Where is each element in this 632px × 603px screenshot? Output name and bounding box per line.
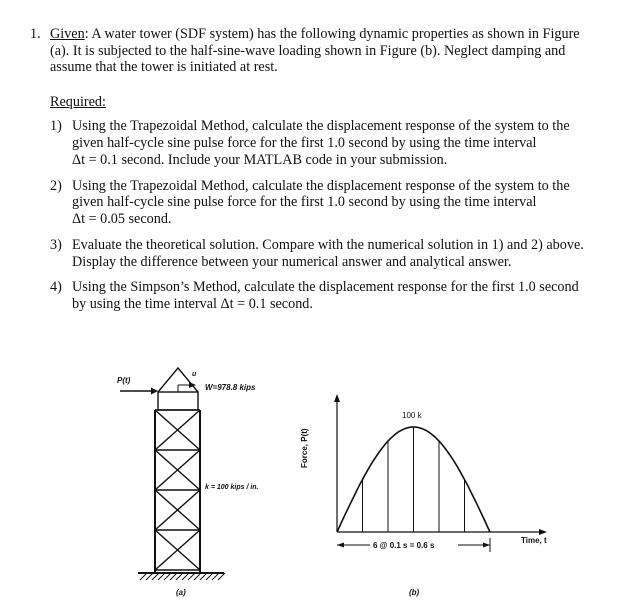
pulse-figure xyxy=(334,394,547,552)
given-label: Given xyxy=(50,26,85,42)
interval-label: 6 @ 0.1 s = 0.6 s xyxy=(373,541,435,550)
displacement-label: u xyxy=(192,371,197,378)
time-axis-arrowhead xyxy=(539,529,547,535)
force-arrowhead xyxy=(151,388,158,395)
item-1-line-3: Δt = 0.1 second. Include your MATLAB code in your submission. xyxy=(72,152,448,168)
figure-b-caption: (b) xyxy=(409,588,420,597)
stiffness-label: k = 100 kips / in. xyxy=(205,484,259,491)
time-axis-label: Time, t xyxy=(521,536,547,545)
item-1-line-1: Using the Trapezoidal Method, calculate the displacement response of the system to the xyxy=(72,118,570,134)
item-3-line-2: Display the difference between your numerical answer and analytical answer. xyxy=(72,254,512,270)
item-2-line-1: Using the Trapezoidal Method, calculate the displacement response of the system to the xyxy=(72,178,570,194)
item-4-number: 4) xyxy=(50,279,62,295)
item-4-line-1: Using the Simpson’s Method, calculate the displacement response for the first 1.0 second xyxy=(72,279,579,295)
item-1-line-2: given half-cycle sine pulse force for the first 1.0 second by using the time interval xyxy=(72,135,537,151)
item-2-line-2: given half-cycle sine pulse force for the first 1.0 second by using the time interval xyxy=(72,194,537,210)
displacement-arrowhead xyxy=(189,382,196,388)
item-3-line-1: Evaluate the theoretical solution. Compare with the numerical solution in 1) and 2) above. xyxy=(72,237,584,253)
force-axis-label: Force, P(t) xyxy=(300,428,309,468)
given-line-3: assume that the tower is initiated at rest. xyxy=(50,59,278,75)
item-1-number: 1) xyxy=(50,118,62,134)
tower-figure xyxy=(120,368,225,580)
item-4-line-2: by using the time interval Δt = 0.1 second. xyxy=(72,296,313,312)
ground-hatching xyxy=(140,573,225,580)
given-line-1-text: : A water tower (SDF system) has the following dynamic properties as shown in Figure xyxy=(84,26,580,42)
problem-number: 1. xyxy=(30,26,41,42)
force-label: P(t) xyxy=(117,376,131,385)
peak-force-label: 100 k xyxy=(402,411,422,420)
item-3-number: 3) xyxy=(50,237,62,253)
given-line-2: (a). It is subjected to the half-sine-wave loading shown in Figure (b). Neglect damping and xyxy=(50,43,566,59)
tank-body xyxy=(158,392,198,410)
item-2-number: 2) xyxy=(50,178,62,194)
force-axis-arrowhead xyxy=(334,394,340,402)
figure-a-caption: (a) xyxy=(176,588,186,597)
pulse-interval-lines xyxy=(363,427,491,532)
weight-label: W=978.8 kips xyxy=(205,383,256,392)
required-heading: Required: xyxy=(50,94,106,110)
item-2-line-3: Δt = 0.05 second. xyxy=(72,211,172,227)
